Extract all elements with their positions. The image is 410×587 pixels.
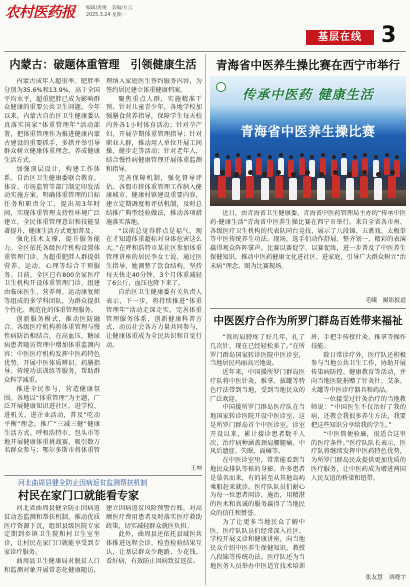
performer-figure bbox=[384, 158, 390, 175]
photo-byline: 毛曦 摄影报道 bbox=[365, 298, 406, 304]
article-headline-solomon: 中医医疗合作为所罗门群岛百姓带来福祉 bbox=[213, 315, 403, 327]
paragraph: 河北省曲周县健全防止因病返贫动态监测和帮扶机制，推动优质医疗资源下沉，组织县级医院专家定期到乡镇卫生院和村卫生室坐诊，让村民在家门口就能享受到专家诊疗服务。 bbox=[4, 505, 100, 556]
paragraph: 中国援所罗门群岛医疗队在当地国家转诊医院开设中医诊室，这是所罗门群岛首个中医诊室。诊室开设以来，累计接诊患者数千人次，治疗病种涵盖颈肩腰腿痛、中风后遗症、失眠、面瘫等。 bbox=[210, 404, 305, 456]
page-number: 3 bbox=[381, 23, 397, 48]
issue-date: 2025.3.24 星期一 bbox=[86, 12, 127, 18]
paragraph: 一位接受过针灸治疗的当地教师说：“中国医生不仅治好了我的病，还教会我很多养生方法，我要把这些知识分享给我的学生。” bbox=[311, 395, 406, 429]
article-body-inner-mongolia bbox=[4, 78, 202, 464]
performer-figure bbox=[267, 160, 273, 177]
performer-figure bbox=[303, 176, 311, 198]
column-divider bbox=[205, 54, 206, 585]
performer-figure bbox=[360, 176, 368, 198]
photo-banner-slogan: 传承中医药 健康生活 bbox=[242, 88, 374, 103]
article-headline-quzhou: 村民在家门口就能看专家 bbox=[18, 489, 139, 502]
newspaper-logo: 农村医药报 bbox=[5, 4, 75, 21]
paragraph: 此外，曲周县还依托县域医共体推进远程会诊、检查检验结果互认，让基层群众少跑路、少花钱、看好病，有效防止因病致贫返贫。 bbox=[106, 531, 202, 565]
performer-figure bbox=[394, 160, 400, 177]
paragraph: 曲周县卫生健康局对脱贫人口和监测对象开展常态化健康随访，建立因病返贫风险预警台账，对高额医疗费用患者及时落实医疗救助政策，切实减轻群众就医负担。 bbox=[4, 505, 202, 574]
section-rule bbox=[210, 308, 406, 309]
paragraph: 除日常诊疗外，医疗队还积极参与当地公共卫生工作，协助开展传染病防控、健康教育等活动，并向当地医院捐赠了针灸针、艾条、火罐等中医诊疗器具和药品。 bbox=[311, 351, 406, 394]
paragraph: 聚焦重点人群，实施精准干预。针对儿童青少年，各地学校加强膳食营养指导，保障学生每天校内外各1小时体育活动；针对孕产妇，开展孕期体重管理指导；针对职业人群，推动用人单位开展工间操、健步走等活动；针对老年人，结合慢性病健康管理开展体重监测和指导。 bbox=[106, 95, 202, 173]
paragraph: 近日，由青海省卫生健康委、青海省中医药管理局主办的“传承中医药·健康生活”青海省中医养生操比赛在西宁市举行。来自全省各市州、各级医疗卫生机构的代表队同台竞技，展示了八段锦、五禽戏、太极拳等中医传统养生功法。现场，选手们动作舒展、整齐划一，精彩的表演赢得观众阵阵掌声。比赛以赛促学、以赛促练，进一步普及了中医养生保健知识，推动中医药健康文化进社区、进家庭，引导广大群众树立“治未病”理念。图为比赛现场。 bbox=[210, 210, 406, 270]
paragraph: 创新服务模式，推动医防融合。各级医疗机构将体重管理与慢性病防治相结合，在高血压、糖尿病患者随访管理中增加体重监测内容；中医医疗机构发挥中医药特色优势，开展中医体质辨识、药膳指导、传统功法训练等服务，帮助群众科学减重。 bbox=[4, 315, 100, 385]
paragraph: 为了让更多当地民众了解中医，医疗队队员们经常深入社区、学校开展义诊和健康讲座，向当地民众介绍中医养生保健知识，教授八段锦等传统功法。医疗队还为当地医务人员举办中医适宜技术培训班，手把手传授针灸、推拿等操作技能。 bbox=[210, 334, 406, 570]
masthead-meta bbox=[86, 6, 132, 19]
paragraph: “以前总觉得胖点是福气，现在才知道体重超标对身体危害这么大。”在呼和浩特市某社区参加体重管理讲座的居民李女士说，通过医生指导，她调整了饮食结构，坚持每天快走40分钟，3个月体重减轻了6公斤，血压也降下来了。 bbox=[106, 227, 202, 288]
paragraph: “中医简便验廉，很适合这里的医疗条件。”医疗队队长表示，医疗队将继续发挥中医药特色优势，为所罗门群岛民众提供更加优质的医疗服务，让中医药成为增进两国人民友谊的桥梁和纽带。 bbox=[311, 430, 406, 482]
paragraph: 内蒙古成年人超重率、肥胖率分别为35.6%和13.9%，高于全国平均水平，超重肥胖已成为影响群众健康的重要公共卫生问题。今年以来，内蒙古自治区卫生健康委认真落实国家“体重管理年”活动部署，把体重管理作为推进健康内蒙古建设的重要抓手，多措并举引导群众树立健康体重理念，养成健康生活方式。 bbox=[4, 78, 100, 165]
paragraph: 完善保障机制，强化督导评估。各盟市将体重管理工作纳入健康城市、健康村镇建设重要内容，建立定期调度和评估机制，及时总结推广典型经验做法，推动各项措施落实落地。 bbox=[106, 174, 202, 226]
paragraph: 自治区卫生健康委有关负责人表示，下一步，将持续推进“体重管理年”活动走深走实，完善体重管理服务体系，创新健康科普方式，动员社会各方力量共同参与，让健康体重成为全民共识和自觉行动。 bbox=[106, 289, 202, 349]
performer-figure bbox=[246, 176, 254, 198]
section-rule bbox=[4, 475, 202, 476]
performer-figure bbox=[309, 160, 315, 177]
performer-figure bbox=[352, 160, 358, 177]
performer-figure bbox=[341, 158, 347, 175]
performer-figure bbox=[289, 178, 297, 200]
performer-figure bbox=[218, 176, 226, 198]
performer-figure bbox=[232, 178, 240, 200]
performer-figure bbox=[275, 176, 283, 198]
article-byline: 张友慧 刘晓宇 bbox=[365, 575, 406, 581]
paragraph: 加强顶层设计，构建工作体系。自治区卫生健康委联合教育、体育、市场监管等部门制定印发活动实施方案，明确体重管理的目标任务和职责分工，提出用3年时间，实现体重管理支持性环境广泛建立，全民体重管理意识和技能显著提升，健康生活方式更加普及。 bbox=[4, 165, 100, 235]
performer-figure bbox=[332, 176, 340, 198]
performer-figure bbox=[299, 158, 305, 175]
article-byline: 王坤 bbox=[190, 466, 202, 472]
performer-figure bbox=[261, 178, 269, 200]
photo-banner-title: 青海省中医养生操比赛 bbox=[240, 125, 376, 140]
masthead-rule bbox=[4, 51, 406, 52]
performer-figure bbox=[346, 178, 354, 200]
section-tag: 基层在线 bbox=[306, 30, 374, 45]
article-kicker-quzhou: 河北曲周县健全防止因病返贫监测帮扶机制 bbox=[18, 479, 148, 487]
paragraph: 近年来，中国援所罗门群岛医疗队将中医针灸、推拿、拔罐等特色疗法带到当地，受到当地民众的广泛欢迎。 bbox=[210, 369, 305, 403]
article-headline-qinghai: 青海省中医养生操比赛在西宁市举行 bbox=[216, 58, 400, 72]
performer-figure bbox=[225, 160, 231, 177]
photo-stage bbox=[210, 146, 406, 206]
competition-photo bbox=[210, 76, 406, 206]
editor-credits: 编辑/唐俊 美编/方云 bbox=[86, 6, 133, 11]
paragraph: 在中医诊室里，常常能看到当地民众排队等候的身影。许多患者是慕名而来，有的甚至从其他岛屿乘船赶来就诊。医疗队队员们耐心为每一位患者问诊、施治，用精湛的医术和真诚的服务赢得了当地民众的信任和赞誉。 bbox=[210, 457, 305, 517]
paragraph: 强化技术支撑，提升服务能力。全区依托各级医疗机构设置体重管理门诊，为超重肥胖人群提供营养、运动、心理等综合干预服务。目前，全区已有800余家医疗卫生机构开设体重管理门诊，组建由临床医生、营养师、运动康复师等组成的多学科团队，为群众提供个性化、规范化的体重管理服务。 bbox=[4, 236, 100, 314]
article-body-solomon bbox=[210, 334, 406, 572]
article-headline-inner-mongolia: 内蒙古：破题体重管理 引领健康生活 bbox=[9, 58, 197, 71]
paragraph: “我的肩膀疼了好几年，扎了几次针，现在已经轻松多了。”在所罗门群岛国家转诊医院中医诊室，当地居民玛丽高兴地说。 bbox=[210, 334, 305, 368]
article-body-qinghai bbox=[210, 210, 406, 296]
performer-figure bbox=[388, 176, 396, 198]
article-body-quzhou bbox=[4, 505, 202, 583]
performer-figure bbox=[374, 178, 382, 200]
paragraph: 推进全民参与，营造健康氛围。各地以“体重管理”为主题，广泛开展健康知识进社区、进学校、进机关、进企业活动，普及“吃动平衡”理念，推广“三减三健”健康生活方式。呼和浩特市、包头市等地开展健康体重挑战赛，吸引数万名群众参与；鄂尔多斯市将体重管理纳入家庭医生签约服务内容，为签约居民建立体重健康档案。 bbox=[4, 78, 202, 455]
performer-figure bbox=[317, 178, 325, 200]
